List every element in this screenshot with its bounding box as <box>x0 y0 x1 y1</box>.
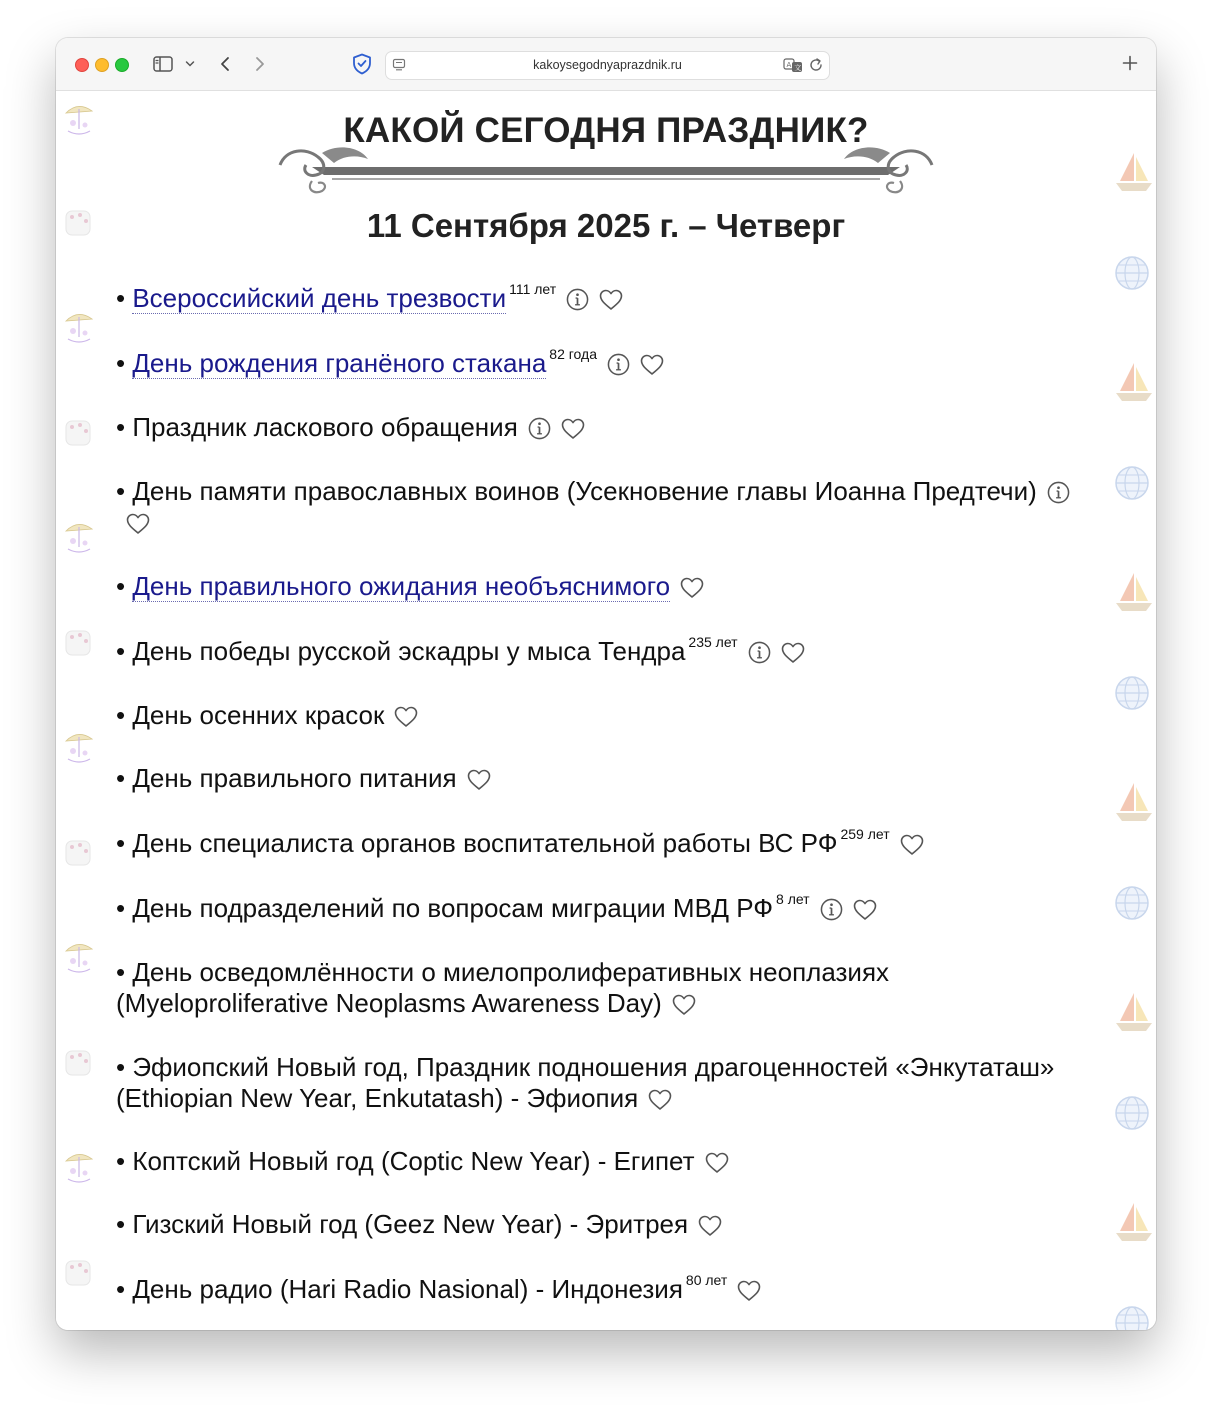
holiday-text: День победы русской эскадры у мыса Тендра <box>132 636 686 666</box>
heart-icon[interactable] <box>737 1278 761 1300</box>
info-icon[interactable] <box>1047 480 1070 503</box>
heart-icon[interactable] <box>648 1087 672 1109</box>
heart-icon[interactable] <box>853 897 877 919</box>
sidebar-toggle-button[interactable] <box>152 54 174 74</box>
info-icon[interactable] <box>607 352 630 375</box>
holiday-item: • День рождения гранёного стакана $^{82 года}$ <box>116 348 1096 383</box>
info-icon[interactable] <box>820 897 843 920</box>
heart-icon[interactable] <box>561 416 585 438</box>
anniversary-years: 259 лет <box>840 826 890 842</box>
holiday-text: Праздник ласкового обращения <box>132 412 518 442</box>
holiday-item: • День правильного питания <box>116 763 1096 794</box>
reload-icon[interactable] <box>808 57 824 73</box>
anniversary-years: 235 лет <box>688 634 738 650</box>
heart-icon[interactable] <box>705 1150 729 1172</box>
heart-icon[interactable] <box>394 704 418 726</box>
url-text: kakoysegodnyaprazdnik.ru <box>533 58 682 72</box>
holiday-text: Гизский Новый год (Geez New Year) - Эритрея <box>132 1209 689 1239</box>
holiday-text: Коптский Новый год (Coptic New Year) - Египет <box>132 1146 695 1176</box>
back-button[interactable] <box>217 54 233 74</box>
decorative-left-border <box>56 91 106 1330</box>
anniversary-years: 82 года <box>549 346 597 362</box>
holiday-item: • Всероссийский день трезвости $^{111 лет}$ <box>116 283 1096 318</box>
heart-icon[interactable] <box>781 640 805 662</box>
info-icon[interactable] <box>528 416 551 439</box>
holiday-item: • День победы русской эскадры у мыса Тендра $^{235 лет}$ <box>116 636 1096 671</box>
holiday-text: День правильного питания <box>132 763 457 793</box>
holiday-text: День памяти православных воинов (Усекновение главы Иоанна Предтечи) <box>132 476 1037 506</box>
holiday-text: День радио (Hari Radio Nasional) - Индонезия <box>132 1274 683 1304</box>
minimize-window-button[interactable] <box>95 58 109 72</box>
holiday-link[interactable]: День правильного ожидания необъяснимого <box>132 571 671 601</box>
holiday-item: • День осенних красок <box>116 700 1096 731</box>
browser-toolbar <box>56 38 1156 91</box>
heart-icon[interactable] <box>680 575 704 597</box>
heart-icon[interactable] <box>698 1213 722 1235</box>
date-heading: 11 Сентября 2025 г. – Четверг <box>366 207 846 244</box>
holiday-text: Эфиопский Новый год, Праздник подношения драгоценностей «Энкутаташ» (Ethiopian New Year, Enkutatash) - Эфиопия <box>116 1052 1055 1113</box>
holiday-text: День осведомлённости о миелопролиферативных неоплазиях (Myeloproliferative Neoplasms Awareness Day) <box>116 957 890 1018</box>
holiday-text: День осенних красок <box>132 700 385 730</box>
close-window-button[interactable] <box>75 58 89 72</box>
holiday-item: • День осведомлённости о миелопролиферативных неоплазиях (Myeloproliferative Neoplasms Awareness Day) <box>116 957 890 1018</box>
holiday-item: • День подразделений по вопросам миграции МВД РФ $^{8 лет}$ <box>116 893 1096 928</box>
chevron-down-icon <box>185 60 195 68</box>
holiday-item: • Эфиопский Новый год, Праздник подношения драгоценностей «Энкутаташ» (Ethiopian New Year, Enkutatash) - Эфиопия <box>116 1052 1055 1113</box>
chevron-right-icon <box>255 56 265 72</box>
holiday-item: • День памяти православных воинов (Усекновение главы Иоанна Предтечи) <box>116 476 1096 538</box>
title-ornament <box>272 141 940 195</box>
sidebar-menu-caret[interactable] <box>183 56 197 72</box>
info-icon[interactable] <box>566 287 589 310</box>
heart-icon[interactable] <box>900 832 924 854</box>
browser-window <box>56 38 1156 1330</box>
anniversary-years: 80 лет <box>685 1272 728 1288</box>
holiday-item: • Гизский Новый год (Geez New Year) - Эритрея <box>116 1209 1096 1240</box>
holiday-item: • Коптский Новый год (Coptic New Year) - Египет <box>116 1146 1096 1177</box>
shield-icon <box>352 53 372 75</box>
page-title: КАКОЙ СЕГОДНЯ ПРАЗДНИК? <box>343 111 869 150</box>
sidebar-icon <box>153 56 173 72</box>
privacy-shield-button[interactable] <box>351 52 373 76</box>
svg-text:A: A <box>786 61 792 69</box>
page-content <box>56 91 1156 1330</box>
anniversary-years: 111 лет <box>509 281 557 297</box>
heart-icon[interactable] <box>467 767 491 789</box>
holiday-item: • День радио (Hari Radio Nasional) - Индонезия $^{80 лет}$ <box>116 1274 1096 1309</box>
heart-icon[interactable] <box>599 287 623 309</box>
holiday-link[interactable]: День рождения гранёного стакана <box>132 348 547 378</box>
heart-icon[interactable] <box>672 992 696 1014</box>
chevron-left-icon <box>220 56 230 72</box>
decorative-right-border <box>1108 91 1156 1330</box>
svg-text:文: 文 <box>794 64 802 72</box>
heart-icon[interactable] <box>126 511 150 533</box>
new-tab-button[interactable] <box>1120 53 1140 73</box>
plus-icon <box>1122 55 1138 71</box>
holiday-item: • День правильного ожидания необъяснимого <box>116 571 1096 602</box>
zoom-window-button[interactable] <box>115 58 129 72</box>
holiday-link[interactable]: Всероссийский день трезвости <box>132 283 507 313</box>
forward-button[interactable] <box>252 54 268 74</box>
holiday-item: • День специалиста органов воспитательной работы ВС РФ $^{259 лет}$ <box>116 828 1096 863</box>
heart-icon[interactable] <box>640 352 664 374</box>
translate-icon[interactable] <box>783 57 803 73</box>
holiday-text: День специалиста органов воспитательной работы ВС РФ <box>132 828 838 858</box>
holiday-text: День подразделений по вопросам миграции МВД РФ <box>132 893 774 923</box>
info-icon[interactable] <box>748 640 771 663</box>
holiday-item: • Праздник ласкового обращения <box>116 412 1096 443</box>
anniversary-years: 8 лет <box>776 891 810 907</box>
address-bar[interactable] <box>385 51 830 80</box>
